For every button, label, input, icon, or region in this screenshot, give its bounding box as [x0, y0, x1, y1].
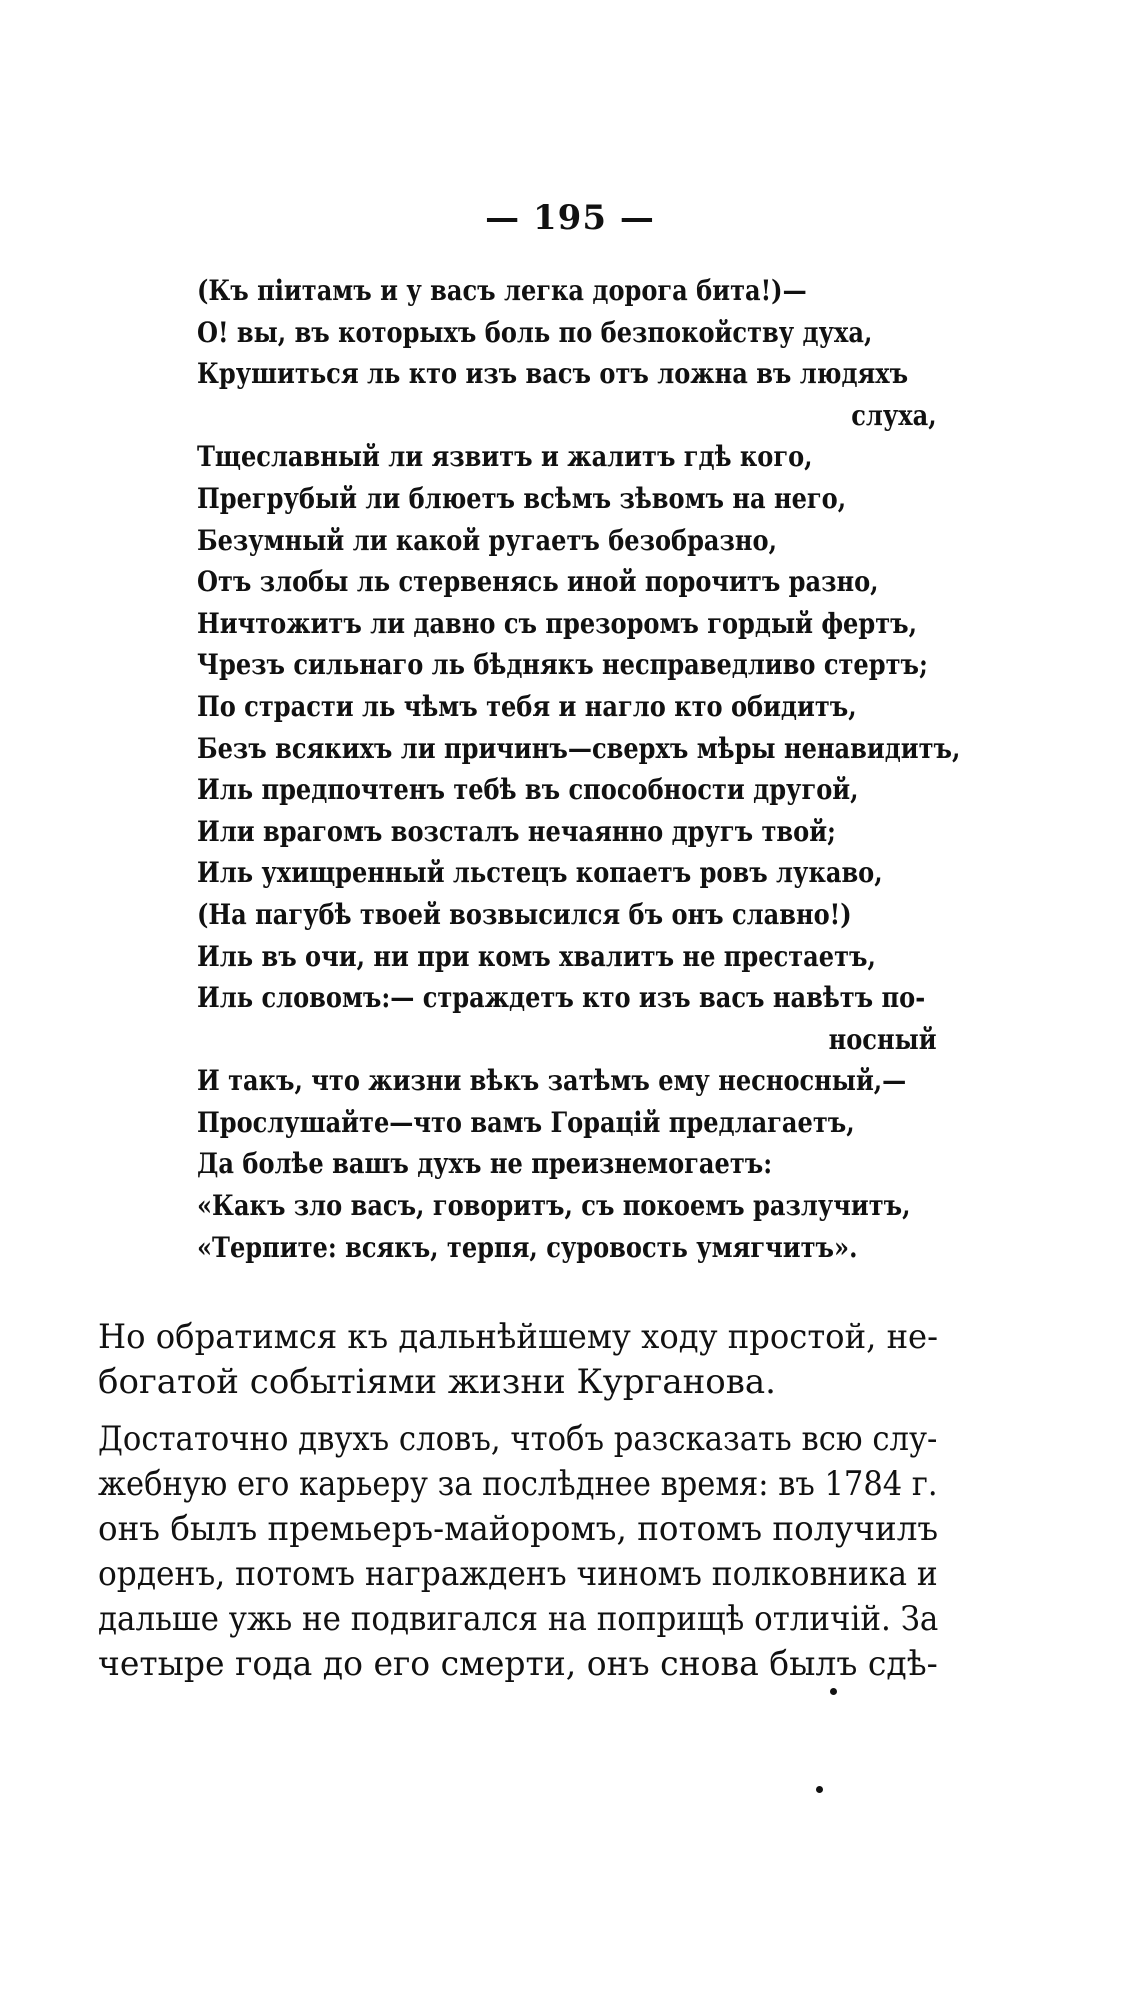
- poem-line: «Терпите: всякъ, терпя, суровость умягчитъ».: [197, 1230, 858, 1264]
- paragraph-line: дальше ужь не подвигался на поприщѣ отличій. За: [98, 1599, 939, 1639]
- poem-line: Иль въ очи, ни при комъ хвалитъ не престаетъ,: [197, 939, 876, 973]
- ink-speck: [830, 1688, 837, 1695]
- poem-line: «Какъ зло васъ, говоритъ, съ покоемъ разлучитъ,: [197, 1189, 911, 1223]
- poem-line: Иль словомъ:— страждетъ кто изъ васъ навѣтъ по-: [197, 981, 926, 1015]
- page-number: — 195 —: [485, 198, 655, 238]
- poem-line-continuation: слуха,: [851, 398, 937, 432]
- poem-line: Прослушайте—что вамъ Горацій предлагаетъ,: [197, 1105, 855, 1139]
- paragraph-line: богатой событіями жизни Курганова.: [98, 1362, 776, 1402]
- poem-line: О! вы, въ которыхъ боль по безпокойству духа,: [197, 315, 873, 349]
- poem-line: И такъ, что жизни вѣкъ затѣмъ ему несносный,—: [197, 1064, 907, 1098]
- poem-line: (На пагубѣ твоей возвысился бъ онъ славно!): [197, 897, 852, 931]
- poem-line: Безъ всякихъ ли причинъ—сверхъ мѣры ненавидитъ,: [197, 731, 961, 765]
- paragraph-line: орденъ, потомъ награжденъ чиномъ полковника и: [98, 1554, 938, 1594]
- poem-line: Чрезъ сильнаго ль бѣднякъ несправедливо стертъ;: [197, 648, 928, 682]
- ink-speck: [816, 1786, 823, 1793]
- poem-line: Иль ухищренный льстецъ копаетъ ровъ лукаво,: [197, 856, 883, 890]
- poem-line: Отъ злобы ль стервенясь иной порочитъ разно,: [197, 565, 879, 599]
- poem-line: Тщеславный ли язвитъ и жалитъ гдѣ кого,: [197, 440, 813, 474]
- poem-line: Или врагомъ возсталъ нечаянно другъ твой;: [197, 814, 836, 848]
- poem-block: [197, 270, 961, 1268]
- poem-line: Безумный ли какой ругаетъ безобразно,: [197, 523, 777, 557]
- paragraph-line: жебную его карьеру за послѣднее время: въ 1784 г.: [98, 1464, 938, 1504]
- poem-line: (Къ піитамъ и у васъ легка дорога бита!)—: [197, 274, 807, 307]
- paragraph-line: Но обратимся къ дальнѣйшему ходу простой, не-: [98, 1317, 939, 1357]
- paragraph-line: четыре года до его смерти, онъ снова былъ сдѣ-: [98, 1644, 938, 1684]
- poem-line: Ничтожитъ ли давно съ презоромъ гордый фертъ,: [197, 606, 917, 640]
- poem-line: Иль предпочтенъ тебѣ въ способности другой,: [197, 773, 859, 807]
- poem-line: Да болѣе вашъ духъ не преизнемогаетъ:: [197, 1147, 773, 1181]
- prose-block: [98, 1315, 938, 1687]
- paragraph-line: Достаточно двухъ словъ, чтобъ разсказать всю слу-: [98, 1419, 938, 1459]
- poem-line: Прегрубый ли блюетъ всѣмъ зѣвомъ на него,: [197, 481, 847, 515]
- paragraph-gap: [98, 1405, 938, 1417]
- poem-line: По страсти ль чѣмъ тебя и нагло кто обидитъ,: [197, 689, 857, 723]
- paragraph-line: онъ былъ премьеръ-майоромъ, потомъ получилъ: [98, 1509, 939, 1549]
- poem-line: Крушиться ль кто изъ васъ отъ ложна въ людяхъ: [197, 357, 909, 391]
- poem-line-continuation: носный: [828, 1022, 937, 1056]
